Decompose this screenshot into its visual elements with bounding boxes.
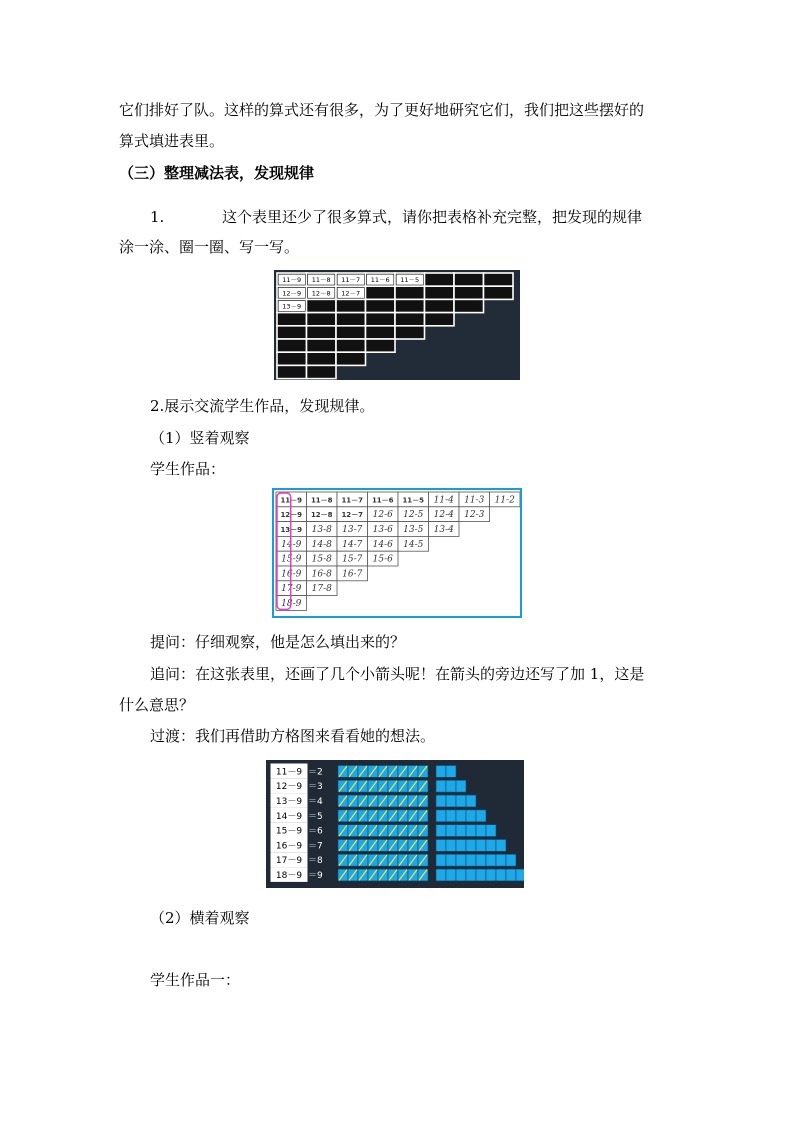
result-text: ＝8 — [308, 856, 323, 867]
table-cell — [425, 273, 455, 286]
table-cell — [307, 299, 337, 312]
cell-text: 11－6 — [371, 496, 394, 505]
table-cell — [277, 365, 307, 378]
cell-text: 12-6 — [372, 510, 393, 521]
paragraph-line: 提问：仔细观察，他是怎么填出来的？ — [150, 633, 406, 651]
label: 学生作品一： — [150, 971, 241, 989]
equation-text: 11－9 — [275, 767, 303, 778]
remaining-square — [476, 854, 486, 866]
table-cell — [307, 365, 337, 378]
remaining-square — [506, 869, 516, 881]
table-cell — [336, 339, 366, 352]
table-cell — [307, 313, 337, 326]
remaining-square — [446, 766, 456, 778]
remaining-square — [436, 840, 446, 852]
cell-text: 17-8 — [311, 584, 332, 595]
cell-text: 11－5 — [400, 276, 420, 285]
table-cell — [366, 313, 396, 326]
cell-text: 12-3 — [464, 510, 485, 521]
table-cell — [336, 313, 366, 326]
paragraph-line: 它们排好了队。这样的算式还有很多，为了更好地研究它们，我们把这些摆好的 — [119, 101, 645, 119]
remaining-square — [456, 840, 466, 852]
cell-text: 12－9 — [282, 289, 302, 298]
cell-text: 11－9 — [280, 496, 303, 505]
remaining-square — [446, 780, 456, 792]
cell-text: 11－5 — [402, 496, 425, 505]
cell-text: 16-9 — [281, 569, 302, 580]
remaining-square — [486, 854, 496, 866]
remaining-square — [476, 869, 486, 881]
table-cell — [484, 273, 514, 286]
cell-text: 14-7 — [342, 539, 363, 550]
table-cell — [425, 313, 455, 326]
paragraph-line: 追问：在这张表里，还画了几个小箭头呢！在箭头的旁边还写了加 1，这是 — [150, 665, 645, 683]
table-cell — [277, 352, 307, 365]
result-text: ＝6 — [308, 826, 323, 837]
equation-text: 18－9 — [275, 871, 303, 881]
remaining-square — [436, 766, 446, 778]
cell-text: 13－9 — [280, 526, 303, 534]
cell-text: 14-5 — [403, 539, 424, 550]
student-work-table — [272, 488, 522, 618]
table-cell — [307, 352, 337, 365]
cell-text: 11－8 — [310, 496, 333, 505]
remaining-square — [476, 825, 486, 837]
equation-text: 12－9 — [275, 782, 303, 793]
remaining-square — [436, 869, 446, 881]
table-cell — [336, 299, 366, 312]
table-cell — [454, 299, 484, 312]
paragraph-line: 什么意思？ — [119, 696, 195, 714]
paragraph-line: 2.展示交流学生作品，发现规律。 — [150, 397, 375, 415]
cell-text: 11－6 — [370, 276, 390, 285]
result-text: ＝3 — [308, 782, 323, 793]
table-cell — [336, 352, 366, 365]
remaining-square — [476, 840, 486, 852]
remaining-square — [446, 825, 456, 837]
cell-text: 12-5 — [403, 510, 424, 521]
result-text: ＝9 — [308, 871, 323, 881]
paragraph-line: 这个表里还少了很多算式，请你把表格补充完整，把发现的规律 — [222, 208, 643, 226]
table-cell — [484, 286, 514, 299]
cell-text: 11-2 — [494, 495, 515, 506]
cell-text: 11－7 — [341, 276, 361, 285]
remaining-square — [446, 869, 456, 881]
table-cell — [307, 326, 337, 339]
remaining-square — [456, 825, 466, 837]
remaining-square — [436, 825, 446, 837]
equation-text: 14－9 — [275, 811, 303, 822]
item-number: 1. — [150, 208, 165, 226]
result-text: ＝2 — [308, 767, 323, 778]
equation-text: 15－9 — [275, 826, 303, 837]
table-cell — [336, 326, 366, 339]
remaining-square — [466, 840, 476, 852]
label: 学生作品： — [150, 460, 226, 478]
table-cell — [277, 339, 307, 352]
paragraph-line: 算式填进表里。 — [119, 132, 225, 150]
cell-text: 17-9 — [281, 584, 302, 595]
remaining-square — [466, 810, 476, 822]
remaining-square — [506, 854, 516, 866]
remaining-square — [476, 810, 486, 822]
table-cell — [454, 286, 484, 299]
table-cell — [366, 326, 396, 339]
remaining-square — [446, 854, 456, 866]
remaining-square — [456, 795, 466, 807]
remaining-square — [496, 869, 506, 881]
table-cell — [425, 286, 455, 299]
cell-text: 11－8 — [311, 276, 331, 285]
remaining-square — [466, 869, 476, 881]
remaining-square — [496, 840, 506, 852]
remaining-square — [456, 810, 466, 822]
cell-text: 15-7 — [342, 554, 363, 565]
cell-text: 16-8 — [311, 569, 332, 580]
cell-text: 11－7 — [341, 496, 364, 505]
remaining-square — [486, 825, 496, 837]
remaining-square — [446, 795, 456, 807]
table-cell — [277, 313, 307, 326]
cell-text: 11-4 — [433, 495, 454, 506]
remaining-square — [446, 840, 456, 852]
cell-text: 12－7 — [341, 289, 361, 298]
remaining-square — [466, 854, 476, 866]
result-text: ＝7 — [308, 841, 323, 852]
cell-text: 15-9 — [281, 554, 302, 565]
cell-text: 14-8 — [311, 539, 332, 550]
equation-text: 17－9 — [275, 856, 303, 867]
remaining-square — [456, 854, 466, 866]
cell-text: 12－8 — [311, 289, 331, 298]
remaining-square — [486, 840, 496, 852]
equation-text: 13－9 — [275, 797, 303, 807]
table-cell — [395, 326, 425, 339]
table-cell — [395, 286, 425, 299]
paragraph-line: 过渡：我们再借助方格图来看看她的想法。 — [150, 727, 436, 745]
table-cell — [366, 299, 396, 312]
cell-text: 16-7 — [342, 569, 363, 580]
remaining-square — [516, 869, 524, 881]
table-cell — [454, 273, 484, 286]
cell-text: 12-4 — [433, 510, 454, 521]
cell-text: 12－7 — [341, 511, 364, 520]
cell-text: 11－9 — [282, 276, 302, 285]
remaining-square — [436, 780, 446, 792]
cell-text: 11-3 — [464, 495, 485, 506]
remaining-square — [456, 869, 466, 881]
table-cell — [277, 326, 307, 339]
cell-text: 14-6 — [372, 539, 393, 550]
remaining-square — [456, 780, 466, 792]
cell-text: 12－9 — [280, 511, 303, 520]
cell-text: 13-5 — [403, 525, 424, 535]
equation-text: 16－9 — [275, 841, 303, 852]
grid-diagram — [266, 760, 524, 888]
table-cell — [366, 286, 396, 299]
table-cell — [395, 299, 425, 312]
cell-text: 13-8 — [311, 525, 332, 535]
remaining-square — [466, 795, 476, 807]
cell-text: 15-6 — [372, 554, 393, 565]
remaining-square — [436, 810, 446, 822]
remaining-square — [486, 869, 496, 881]
remaining-square — [496, 854, 506, 866]
remaining-square — [436, 795, 446, 807]
table-cell — [307, 339, 337, 352]
remaining-square — [446, 810, 456, 822]
table-cell — [425, 299, 455, 312]
table-cell — [366, 339, 396, 352]
result-text: ＝4 — [308, 797, 323, 807]
remaining-square — [436, 854, 446, 866]
result-text: ＝5 — [308, 811, 323, 822]
cell-text: 12－8 — [310, 511, 333, 520]
cell-text: 13-7 — [342, 525, 363, 535]
sub-heading: （2）横着观察 — [150, 909, 250, 927]
section-heading: （三）整理减法表，发现规律 — [119, 164, 315, 182]
paragraph-line: 涂一涂、圈一圈、写一写。 — [119, 238, 300, 256]
cell-text: 14-9 — [281, 539, 302, 550]
cell-text: 13-6 — [372, 525, 393, 535]
cell-text: 13－9 — [282, 302, 302, 311]
blank-subtraction-table — [274, 270, 520, 380]
sub-heading: （1）竖着观察 — [150, 429, 250, 447]
cell-text: 15-8 — [311, 554, 332, 565]
cell-text: 18-9 — [281, 599, 302, 609]
remaining-square — [466, 825, 476, 837]
cell-text: 13-4 — [433, 525, 454, 535]
table-cell — [395, 313, 425, 326]
